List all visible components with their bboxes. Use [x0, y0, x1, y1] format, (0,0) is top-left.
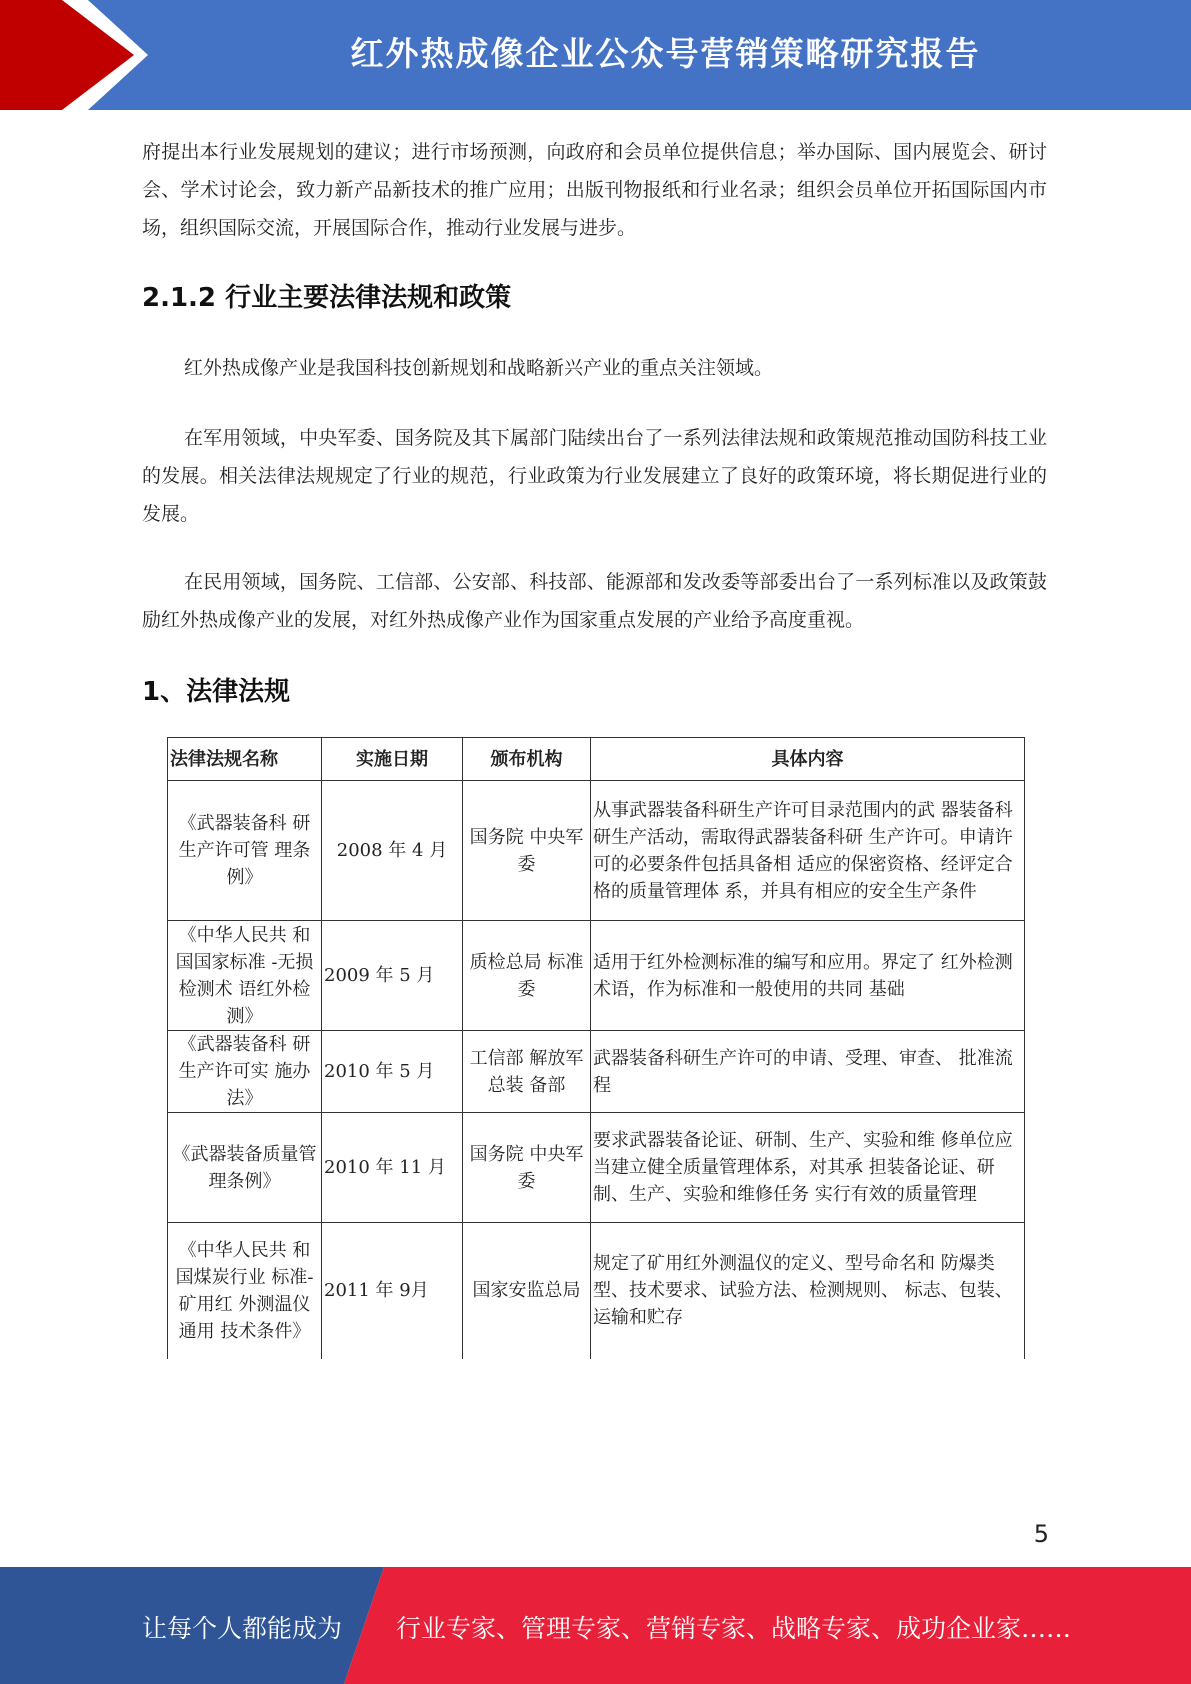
cell-org: 工信部 解放军总装 备部	[463, 1031, 591, 1113]
col-header-org: 颁布机构	[463, 738, 591, 781]
col-header-content: 具体内容	[591, 738, 1025, 781]
cell-content: 适用于红外检测标准的编写和应用。界定了 红外检测术语，作为标准和一般使用的共同 基础	[591, 921, 1025, 1031]
cell-date: 2011 年 9月	[322, 1223, 463, 1359]
footer-slogan-right: 行业专家、管理专家、营销专家、战略专家、成功企业家……	[396, 1614, 1072, 1643]
cell-date: 2009 年 5 月	[322, 921, 463, 1031]
laws-table	[167, 737, 1024, 1359]
cell-name: 《中华人民共 和国国家标准 -无损检测术 语红外检测》	[168, 921, 322, 1031]
cell-name: 《武器装备科 研生产许可实 施办法》	[168, 1031, 322, 1113]
cell-name: 《中华人民共 和国煤炭行业 标准-矿用红 外测温仪通用 技术条件》	[168, 1223, 322, 1359]
page-number: 5	[1033, 1520, 1049, 1548]
table-row	[168, 921, 1025, 1031]
page-header	[0, 0, 1191, 110]
col-header-name: 法律法规名称	[168, 738, 322, 781]
cell-name: 《武器装备质量管理条例》	[168, 1113, 322, 1223]
subsection-heading: 1、法律法规	[142, 677, 291, 707]
paragraph-military: 在军用领域，中央军委、国务院及其下属部门陆续出台了一系列法律法规和政策规范推动国防科技工业的发展。相关法律法规规定了行业的规范，行业政策为行业发展建立了良好的政策环境，将长期促进行业的发展。	[142, 427, 1047, 525]
cell-date: 2010 年 11 月	[322, 1113, 463, 1223]
cell-content: 武器装备科研生产许可的申请、受理、审查、 批准流程	[591, 1031, 1025, 1113]
table-row	[168, 1031, 1025, 1113]
page-footer	[0, 1567, 1191, 1684]
cell-content: 要求武器装备论证、研制、生产、实验和维 修单位应当建立健全质量管理体系，对其承 担装备论证、研制、生产、实验和维修任务 实行有效的质量管理	[591, 1113, 1025, 1223]
cell-org: 质检总局 标准委	[463, 921, 591, 1031]
paragraph-intro: 府提出本行业发展规划的建议；进行市场预测，向政府和会员单位提供信息；举办国际、国内展览会、研讨会、学术讨论会，致力新产品新技术的推广应用；出版刊物报纸和行业名录；组织会员单位开拓国际国内市场，组织国际交流，开展国际合作，推动行业发展与进步。	[142, 141, 1047, 239]
table-row	[168, 1113, 1025, 1223]
paragraph-civil: 在民用领域，国务院、工信部、公安部、科技部、能源部和发改委等部委出台了一系列标准以及政策鼓励红外热成像产业的发展，对红外热成像产业作为国家重点发展的产业给予高度重视。	[142, 571, 1047, 631]
cell-content: 从事武器装备科研生产许可目录范围内的武 器装备科研生产活动，需取得武器装备科研 生产许可。申请许可的必要条件包括具备相 适应的保密资格、经评定合格的质量管理体 系，并具有相应的安全生产条件	[591, 781, 1025, 921]
report-title: 红外热成像企业公众号营销策略研究报告	[350, 34, 981, 73]
section-heading: 2.1.2 行业主要法律法规和政策	[142, 283, 512, 313]
cell-org: 国务院 中央军委	[463, 781, 591, 921]
cell-content: 规定了矿用红外测温仪的定义、型号命名和 防爆类型、技术要求、试验方法、检测规则、 标志、包装、运输和贮存	[591, 1223, 1025, 1359]
cell-org: 国家安监总局	[463, 1223, 591, 1359]
footer-slogan-left: 让每个人都能成为	[142, 1614, 343, 1643]
cell-date: 2008 年 4 月	[322, 781, 463, 921]
col-header-date: 实施日期	[322, 738, 463, 781]
paragraph-overview: 红外热成像产业是我国科技创新规划和战略新兴产业的重点关注领域。	[184, 357, 774, 379]
table-row	[168, 1223, 1025, 1359]
cell-name: 《武器装备科 研生产许可管 理条例》	[168, 781, 322, 921]
table-header-row	[168, 738, 1025, 781]
cell-org: 国务院 中央军委	[463, 1113, 591, 1223]
cell-date: 2010 年 5 月	[322, 1031, 463, 1113]
table-row	[168, 781, 1025, 921]
